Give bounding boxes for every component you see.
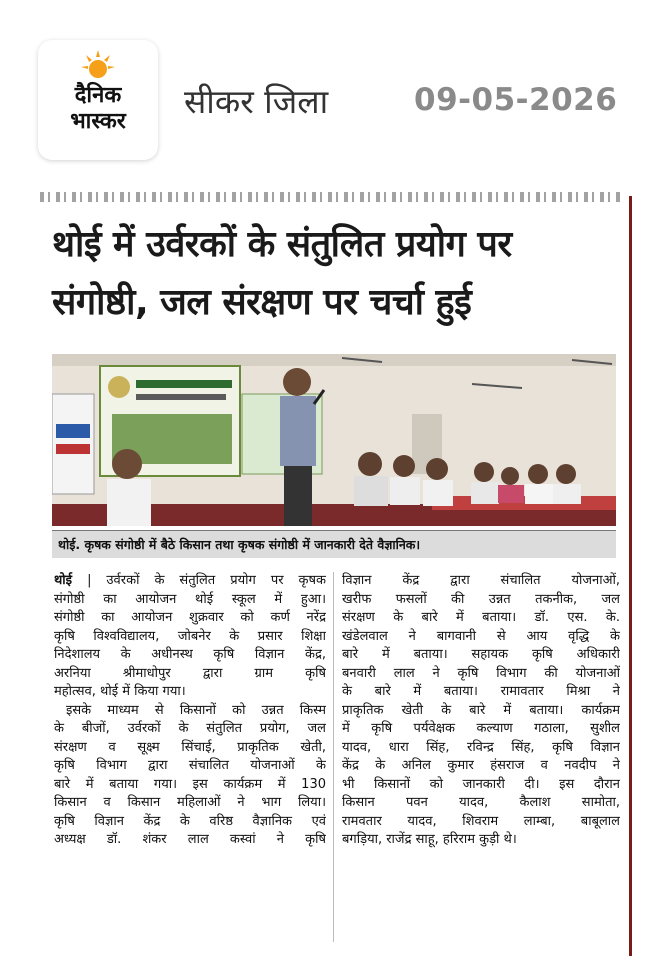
body-line: किसान व किसान महिलाओं ने भाग लिया। — [54, 795, 326, 810]
event-photo — [52, 354, 616, 526]
body-line: खंडेलवाल ने बागवानी से आय वृद्धि के — [342, 628, 620, 644]
body-line: यादव, धारा सिंह, रविन्द्र सिंह, कृषि विज्ञान — [342, 739, 620, 755]
body-line: कृषि विभाग द्वारा संचालित योजनाओं के — [54, 758, 326, 773]
logo-line-2: भास्कर — [70, 109, 126, 134]
headline-line-2: संगोष्ठी, जल संरक्षण पर चर्चा हुई — [52, 282, 472, 323]
body-line: केंद्र के अनिल कुमार हंसराज व नवदीप ने — [342, 758, 620, 773]
body-line: विज्ञान केंद्र द्वारा संचालित योजनाओं, — [342, 573, 620, 588]
right-border-rule — [629, 196, 632, 956]
body-line: संरक्षण के बारे में बताया। डॉ. एस. के. — [342, 610, 620, 625]
body-line: थोई | उर्वरकों के संतुलित प्रयोग पर कृषक — [54, 573, 326, 588]
headline-line-1: थोई में उर्वरकों के संतुलित प्रयोग पर — [52, 224, 512, 265]
body-line: महोत्सव, थोई में किया गया। — [54, 684, 186, 699]
photo-caption: थोई. कृषक संगोष्ठी में बैठे किसान तथा कृषक संगोष्ठी में जानकारी देते वैज्ञानिक। — [52, 530, 616, 558]
article-left-column — [54, 572, 326, 850]
district-name: सीकर जिला — [184, 82, 329, 121]
body-line: कृषि विश्वविद्यालय, जोबनेर के प्रसार शिक्षा — [54, 628, 326, 644]
body-line: बारे में बताया। सहायक कृषि अधिकारी — [342, 647, 620, 662]
body-line: कृषि विज्ञान केंद्र के वरिष्ठ वैज्ञानिक एवं — [54, 813, 326, 829]
body-line: संगोष्ठी का आयोजन शुक्रवार को कर्ण नरेंद्र — [54, 610, 326, 625]
clipped-text-strip — [40, 192, 620, 202]
body-line: खरीफ फसलों की उन्नत तकनीक, जल — [342, 591, 620, 607]
body-line: रामवतार यादव, शिवराम लाम्बा, बाबूलाल — [342, 813, 620, 829]
body-line: बनवारी लाल ने कृषि विभाग की योजनाओं — [342, 665, 620, 681]
body-line: निदेशालय के अधीनस्थ कृषि विज्ञान केंद्र, — [54, 647, 326, 662]
logo-line-1: दैनिक — [74, 83, 122, 108]
body-line: बगड़िया, राजेंद्र साहू, हरिराम कुड़ी थे। — [342, 832, 517, 847]
body-line: भी किसानों को जानकारी दी। इस दौरान — [342, 776, 620, 792]
edition-date: 09-05-2026 — [414, 82, 618, 118]
body-line: संरक्षण व सूक्ष्म सिंचाई, प्राकृतिक खेती, — [54, 739, 326, 755]
body-line: प्राकृतिक खेती के बारे में बताया। कार्यक्रम — [342, 702, 620, 718]
body-line: अध्यक्ष डॉ. शंकर लाल कस्वां ने कृषि — [54, 832, 326, 847]
body-line: अरनिया श्रीमाधोपुर द्वारा ग्राम कृषि — [54, 665, 326, 681]
dateline: थोई — [54, 573, 73, 588]
body-line: बारे में बताया गया। इस कार्यक्रम में 130 — [54, 776, 326, 792]
newspaper-logo — [38, 40, 158, 160]
sun-icon — [81, 50, 115, 84]
article-right-column — [342, 572, 620, 850]
body-line: के बीजों, उर्वरकों के संतुलित प्रयोग, जल — [54, 721, 326, 736]
body-line: संगोष्ठी का आयोजन थोई स्कूल में हुआ। — [54, 591, 326, 607]
body-line: किसान पवन यादव, कैलाश सामोता, — [342, 795, 620, 810]
body-line: इसके माध्यम से किसानों को उन्नत किस्म — [66, 702, 326, 718]
body-line: में कृषि पर्यवेक्षक कल्याण गठाला, सुशील — [342, 721, 620, 736]
column-divider — [333, 572, 334, 942]
body-line: के बारे में बताया। रामावतार मिश्रा ने — [342, 684, 620, 699]
